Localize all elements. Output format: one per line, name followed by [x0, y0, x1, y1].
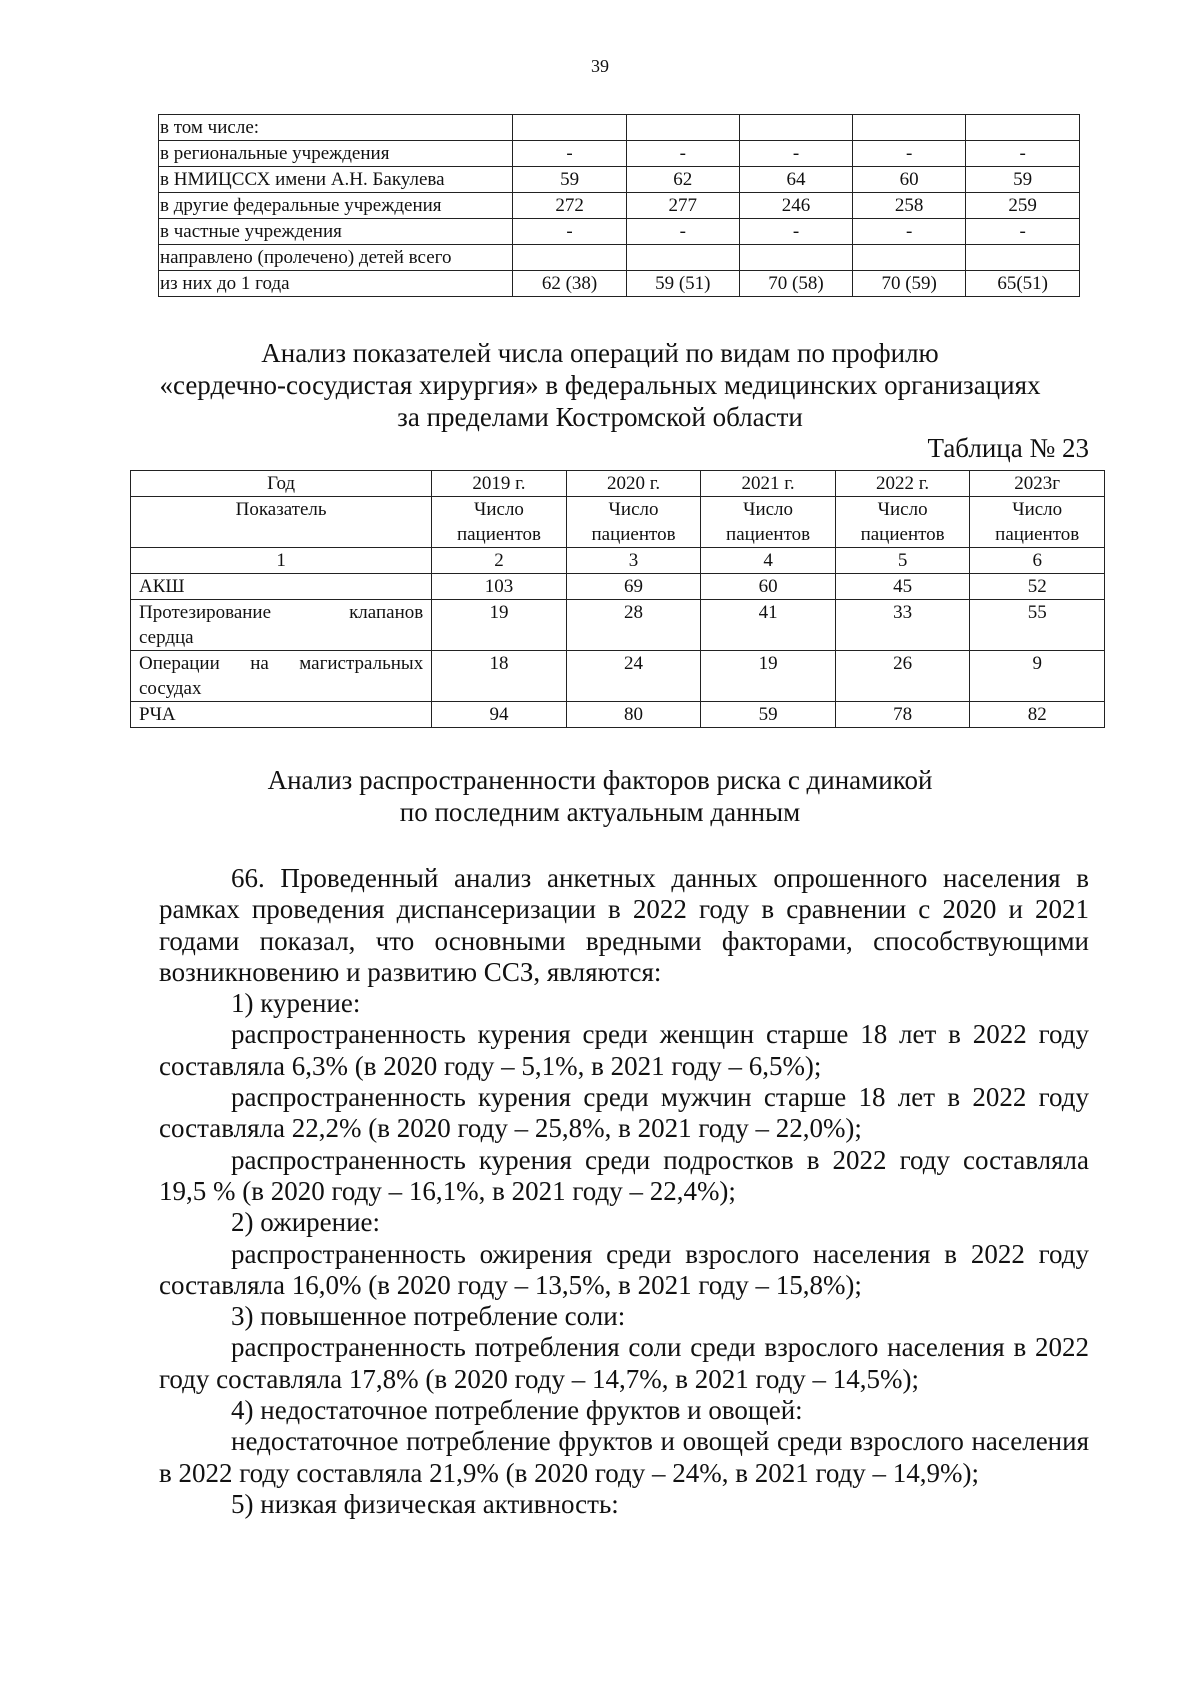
table-row-column-numbers: [131, 548, 1105, 574]
table-row-subheader: [131, 497, 1105, 548]
list-item-salt: 3) повышенное потребление соли:: [231, 1301, 626, 1332]
cell-value: -: [739, 219, 852, 245]
column-number: 3: [566, 548, 701, 574]
cell-value: 33: [835, 600, 970, 651]
cell-value: 55: [970, 600, 1105, 651]
operations-table-body: [131, 574, 1105, 728]
table-row: [159, 271, 1080, 297]
table-row: [131, 702, 1105, 728]
table-row: [159, 141, 1080, 167]
paragraph-fruits: недостаточное потребление фруктов и овощей среди взрослого населения в 2022 году составляла 21,9% (в 2020 году – 24%, в 2021 году – 14,9%);: [159, 1426, 1089, 1488]
risk-factors-heading: [0, 764, 1200, 828]
operations-heading: [0, 337, 1200, 433]
cell-value: [966, 245, 1080, 271]
count-line-1: Число: [1012, 499, 1063, 520]
count-header: [970, 497, 1105, 548]
count-line-2: пациентов: [591, 524, 676, 545]
body-text: [159, 863, 1089, 1520]
cell-value: 60: [853, 167, 966, 193]
row-label: [131, 651, 432, 702]
paragraph-obesity: распространенность ожирения среди взрослого населения в 2022 году составляла 16,0% (в 2020 году – 13,5%, в 2021 году – 15,8%);: [159, 1238, 1089, 1300]
cell-value: 62: [626, 167, 739, 193]
count-header: [701, 497, 836, 548]
list-item-obesity: 2) ожирение:: [231, 1207, 381, 1238]
column-number: 1: [131, 548, 432, 574]
year-header: Год: [131, 471, 432, 497]
table-row: [131, 574, 1105, 600]
row-label: [131, 574, 432, 600]
cell-value: 19: [432, 600, 567, 651]
cell-value: 59 (51): [626, 271, 739, 297]
cell-value: -: [853, 141, 966, 167]
cell-value: -: [626, 141, 739, 167]
risk-heading-line-1: Анализ распространенности факторов риска с динамикой: [267, 765, 933, 795]
cell-value: -: [513, 141, 626, 167]
row-label-line-1: АКШ: [139, 576, 185, 597]
paragraph-smoking-women: распространенность курения среди женщин старше 18 лет в 2022 году составляла 6,3% (в 2020 году – 5,1%, в 2021 году – 6,5%);: [159, 1019, 1089, 1081]
count-line-1: Число: [743, 499, 794, 520]
operations-heading-line-2: «сердечно-сосудистая хирургия» в федеральных медицинских организациях: [159, 370, 1041, 400]
cell-value: 28: [566, 600, 701, 651]
column-number: 4: [701, 548, 836, 574]
table-row-years: [131, 471, 1105, 497]
cell-value: 18: [432, 651, 567, 702]
column-number: 5: [835, 548, 970, 574]
cell-value: [739, 115, 852, 141]
cell-value: 60: [701, 574, 836, 600]
cell-value: 272: [513, 193, 626, 219]
cell-value: [513, 245, 626, 271]
year-2019: 2019 г.: [432, 471, 567, 497]
cell-value: 59: [513, 167, 626, 193]
cell-value: [853, 115, 966, 141]
cell-value: -: [513, 219, 626, 245]
cell-value: 9: [970, 651, 1105, 702]
cell-value: -: [626, 219, 739, 245]
cell-value: 19: [701, 651, 836, 702]
cell-value: 70 (59): [853, 271, 966, 297]
count-header: [835, 497, 970, 548]
table-row: [131, 651, 1105, 702]
cell-value: 52: [970, 574, 1105, 600]
count-line-2: пациентов: [726, 524, 811, 545]
cell-value: 41: [701, 600, 836, 651]
year-2020: 2020 г.: [566, 471, 701, 497]
cell-value: [626, 245, 739, 271]
table-row: [159, 193, 1080, 219]
cell-value: [966, 115, 1080, 141]
cell-value: 65(51): [966, 271, 1080, 297]
row-label: в НМИЦССХ имени А.Н. Бакулева: [159, 167, 513, 193]
operations-heading-line-3: за пределами Костромской области: [397, 402, 803, 432]
row-label: [131, 702, 432, 728]
operations-heading-line-1: Анализ показателей числа операций по видам по профилю: [261, 338, 939, 368]
count-line-1: Число: [474, 499, 524, 520]
count-line-2: пациентов: [995, 524, 1080, 545]
year-2021: 2021 г.: [701, 471, 836, 497]
cell-value: -: [853, 219, 966, 245]
year-2023: 2023г: [970, 471, 1105, 497]
column-number: 6: [970, 548, 1105, 574]
cell-value: 80: [566, 702, 701, 728]
cell-value: 82: [970, 702, 1105, 728]
paragraph-intro: 66. Проведенный анализ анкетных данных опрошенного населения в рамках проведения диспансеризации в 2022 году в сравнении с 2020 и 2021 годами показал, что основными вредными факторами, способствующими возникновению и развитию ССЗ, являются:: [159, 863, 1089, 987]
column-number: 2: [432, 548, 567, 574]
cell-value: 94: [432, 702, 567, 728]
cell-value: 59: [701, 702, 836, 728]
cell-value: 64: [739, 167, 852, 193]
row-label-line-2: сосудах: [139, 678, 202, 699]
list-item-fruits: 4) недостаточное потребление фруктов и овощей:: [231, 1395, 803, 1426]
cell-value: [513, 115, 626, 141]
table-caption: Таблица № 23: [927, 433, 1089, 463]
cell-value: 259: [966, 193, 1080, 219]
row-label-line-1: РЧА: [139, 704, 176, 725]
count-line-2: пациентов: [860, 524, 945, 545]
table-row: [159, 245, 1080, 271]
cell-value: 277: [626, 193, 739, 219]
referrals-table: [158, 114, 1080, 297]
row-label: [131, 600, 432, 651]
page-number: 39: [591, 56, 609, 76]
count-line-1: Число: [608, 499, 659, 520]
count-header: [432, 497, 567, 548]
table-row: [159, 167, 1080, 193]
count-header: [566, 497, 701, 548]
indicator-header: Показатель: [131, 497, 432, 548]
cell-value: 78: [835, 702, 970, 728]
cell-value: 24: [566, 651, 701, 702]
cell-value: -: [966, 141, 1080, 167]
count-line-1: Число: [877, 499, 928, 520]
cell-value: [853, 245, 966, 271]
cell-value: [626, 115, 739, 141]
list-item-activity: 5) низкая физическая активность:: [231, 1488, 619, 1519]
paragraph-salt: распространенность потребления соли среди взрослого населения в 2022 году составляла 17,8% (в 2020 году – 14,7%, в 2021 году – 14,5%);: [159, 1332, 1089, 1394]
count-line-2: пациентов: [456, 524, 541, 545]
cell-value: 59: [966, 167, 1080, 193]
cell-value: 69: [566, 574, 701, 600]
row-label: из них до 1 года: [159, 271, 513, 297]
cell-value: -: [739, 141, 852, 167]
referrals-table-body: [159, 115, 1080, 297]
cell-value: 26: [835, 651, 970, 702]
cell-value: [739, 245, 852, 271]
year-2022: 2022 г.: [835, 471, 970, 497]
cell-value: 70 (58): [739, 271, 852, 297]
cell-value: 103: [432, 574, 567, 600]
cell-value: 246: [739, 193, 852, 219]
table-row: [159, 219, 1080, 245]
cell-value: 62 (38): [513, 271, 626, 297]
row-label: в другие федеральные учреждения: [159, 193, 513, 219]
paragraph-smoking-teens: распространенность курения среди подростков в 2022 году составляла 19,5 % (в 2020 году – 16,1%, в 2021 году – 22,4%);: [159, 1144, 1089, 1206]
cell-value: -: [966, 219, 1080, 245]
list-item-smoking: 1) курение:: [231, 988, 361, 1019]
row-label: в том числе:: [159, 115, 513, 141]
cell-value: 258: [853, 193, 966, 219]
operations-table: [130, 470, 1105, 728]
row-label-line-1: Операции на магистральных: [139, 653, 424, 674]
row-label-line-1: Протезирование клапанов: [139, 602, 424, 623]
table-row: [159, 115, 1080, 141]
row-label: направлено (пролечено) детей всего: [159, 245, 513, 271]
paragraph-smoking-men: распространенность курения среди мужчин старше 18 лет в 2022 году составляла 22,2% (в 2020 году – 25,8%, в 2021 году – 22,0%);: [159, 1082, 1089, 1144]
cell-value: 45: [835, 574, 970, 600]
risk-heading-line-2: по последним актуальным данным: [399, 797, 801, 827]
table-row: [131, 600, 1105, 651]
row-label: в частные учреждения: [159, 219, 513, 245]
row-label-line-2: сердца: [139, 627, 194, 648]
row-label: в региональные учреждения: [159, 141, 513, 167]
